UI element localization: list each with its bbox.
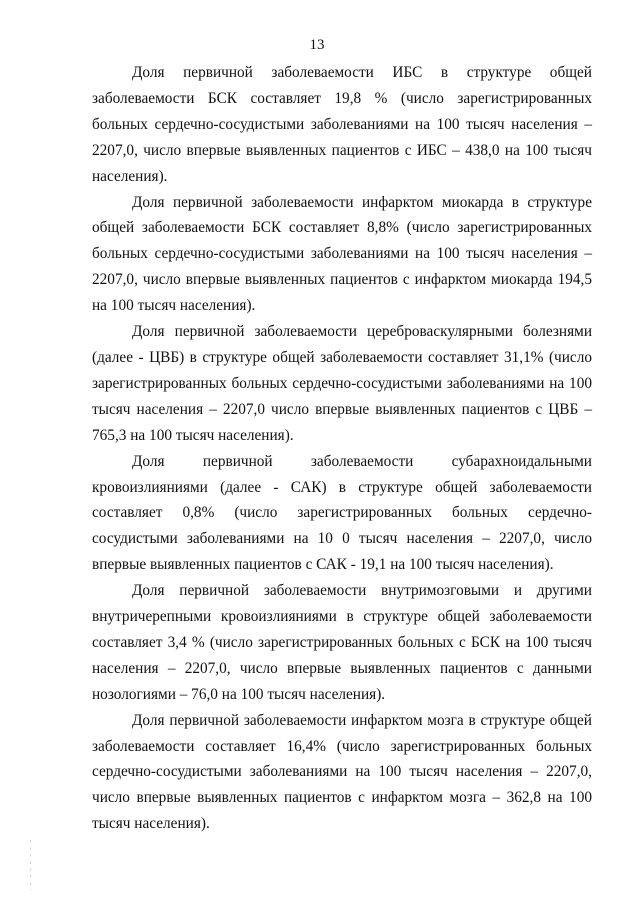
page-number: 13 (309, 37, 325, 53)
document-body (92, 60, 592, 837)
paragraph-intracerebral: Доля первичной заболеваемости внутримозговыми и другими внутричерепными кровоизлияниями в структуре общей заболеваемости составляет 3,4 % (число зарегистрированных больных с БСК на 100 тысяч населения – 2207,0, число впервые выявленных пациентов с данными нозологиями – 76,0 на 100 тысяч населения). (92, 582, 592, 703)
paragraph-cerebral-infarction: Доля первичной заболеваемости инфарктом мозга в структуре общей заболеваемости составляет 16,4% (число зарегистрированных больных сердечно-сосудистыми заболеваниями на 100 тысяч населения – 2207,0, число впервые выявленных пациентов с инфарктом мозга – 362,8 на 100 тысяч населения). (92, 711, 592, 833)
scan-artifact (30, 840, 31, 890)
paragraph-myocardial-infarction: Доля первичной заболеваемости инфарктом миокарда в структуре общей заболеваемости БСК составляет 8,8% (число зарегистрированных больных сердечно-сосудистыми заболеваниями на 100 тысяч населения – 2207,0, число впервые выявленных пациентов с инфарктом миокарда 194,5 на 100 тысяч населения). (92, 193, 592, 315)
paragraph-cerebrovascular: Доля первичной заболеваемости цереброваскулярными болезнями (далее - ЦВБ) в структуре общей заболеваемости составляет 31,1% (число зарегистрированных больных сердечно-сосудистыми заболеваниями на 100 тысяч населения – 2207,0 число впервые выявленных пациентов с ЦВБ – 765,3 на 100 тысяч населения). (92, 323, 592, 444)
paragraph-subarachnoid: Доля первичной заболеваемости субарахноидальными кровоизлияниями (далее - САК) в структуре общей заболеваемости составляет 0,8% (число зарегистрированных больных сердечно-сосудистыми заболеваниями на 10 0 тысяч населения – 2207,0, число впервые выявленных пациентов с САК - 19,1 на 100 тысяч населения). (92, 452, 592, 574)
paragraph-ihd: Доля первичной заболеваемости ИБС в структуре общей заболеваемости БСК составляет 19,8 % (число зарегистрированных больных сердечно-сосудистыми заболеваниями на 100 тысяч населения – 2207,0, число впервые выявленных пациентов с ИБС – 438,0 на 100 тысяч населения). (92, 64, 592, 185)
